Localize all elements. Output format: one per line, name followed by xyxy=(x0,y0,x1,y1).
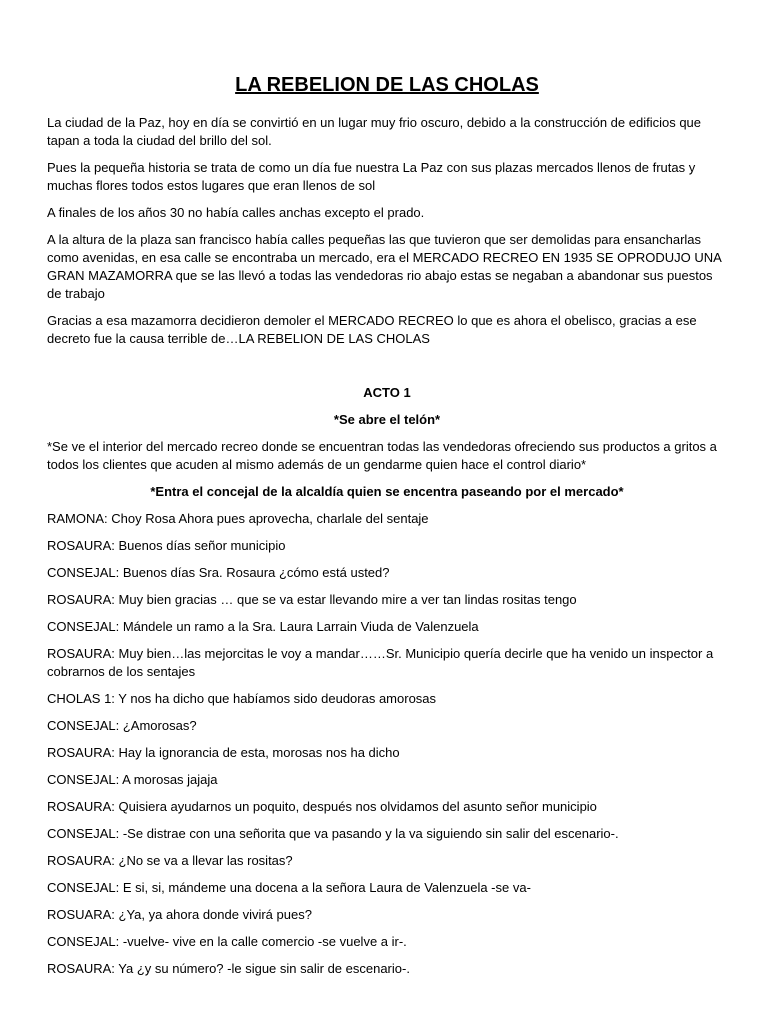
dialogue-line: CONSEJAL: -vuelve- vive en la calle comercio -se vuelve a ir-. xyxy=(47,934,407,949)
act-heading: ACTO 1 xyxy=(363,385,411,400)
dialogue-line: ROSUARA: ¿Ya, ya ahora donde vivirá pues? xyxy=(47,907,312,922)
dialogue-line: CONSEJAL: Buenos días Sra. Rosaura ¿cómo está usted? xyxy=(47,565,390,580)
dialogue-line: CONSEJAL: -Se distrae con una señorita que va pasando y la va siguiendo sin salir del escenario-. xyxy=(47,826,619,841)
dialogue-line: ROSAURA: Quisiera ayudarnos un poquito, después nos olvidamos del asunto señor municipio xyxy=(47,799,597,814)
document-page xyxy=(47,72,727,987)
intro-paragraph-3: A finales de los años 30 no había calles anchas excepto el prado. xyxy=(47,205,425,220)
dialogue-line: ROSAURA: Hay la ignorancia de esta, morosas nos ha dicho xyxy=(47,745,400,760)
dialogue-line: ROSAURA: Muy bien…las mejorcitas le voy a mandar……Sr. Municipio quería decirle que ha venido un inspector a cobrarnos de los sentajes xyxy=(47,646,714,679)
stage-direction: *Se ve el interior del mercado recreo donde se encuentran todas las vendedoras ofreciendo sus productos a gritos a todos los clientes que acuden al mismo además de un gendarme quien hace el control diario* xyxy=(47,439,717,472)
dialogue-line: CONSEJAL: ¿Amorosas? xyxy=(47,718,197,733)
entrance-direction: *Entra el concejal de la alcaldía quien se encentra paseando por el mercado* xyxy=(150,484,624,499)
curtain-direction: *Se abre el telón* xyxy=(333,412,441,427)
section-spacer xyxy=(47,357,727,384)
dialogue-line: ROSAURA: Buenos días señor municipio xyxy=(47,538,286,553)
dialogue-line: RAMONA: Choy Rosa Ahora pues aprovecha, charlale del sentaje xyxy=(47,511,429,526)
intro-paragraph-1: La ciudad de la Paz, hoy en día se convirtió en un lugar muy frio oscuro, debido a la construcción de edificios que tapan a toda la ciudad del brillo del sol. xyxy=(47,115,702,148)
dialogue-line: CHOLAS 1: Y nos ha dicho que habíamos sido deudoras amorosas xyxy=(47,691,437,706)
intro-paragraph-5: Gracias a esa mazamorra decidieron demoler el MERCADO RECREO lo que es ahora el obelisco, gracias a ese decreto fue la causa terrible de…LA REBELION DE LAS CHOLAS xyxy=(47,313,697,346)
dialogue-line: CONSEJAL: A morosas jajaja xyxy=(47,772,218,787)
document-title: LA REBELION DE LAS CHOLAS xyxy=(235,74,539,96)
dialogue-line: ROSAURA: Muy bien gracias … que se va estar llevando mire a ver tan lindas rositas tengo xyxy=(47,592,577,607)
dialogue-line: CONSEJAL: Mándele un ramo a la Sra. Laura Larrain Viuda de Valenzuela xyxy=(47,619,479,634)
dialogue-line: CONSEJAL: E si, si, mándeme una docena a la señora Laura de Valenzuela -se va- xyxy=(47,880,531,895)
intro-paragraph-2: Pues la pequeña historia se trata de como un día fue nuestra La Paz con sus plazas mercados llenos de frutas y muchas flores todos estos lugares que eran llenos de sol xyxy=(47,160,696,193)
dialogue-line: ROSAURA: ¿No se va a llevar las rositas? xyxy=(47,853,293,868)
dialogue-line: ROSAURA: Ya ¿y su número? -le sigue sin salir de escenario-. xyxy=(47,961,410,976)
intro-paragraph-4: A la altura de la plaza san francisco había calles pequeñas las que tuvieron que ser demolidas para ensancharlas como avenidas, en esa calle se encontraba un mercado, era el MERCADO RECREO EN 1935 SE OPRODUJO UNA GRAN MAZAMORRA que se las llevó a todas las vendedoras rio abajo estas se negaban a abandonar sus puestos de trabajo xyxy=(47,232,722,301)
